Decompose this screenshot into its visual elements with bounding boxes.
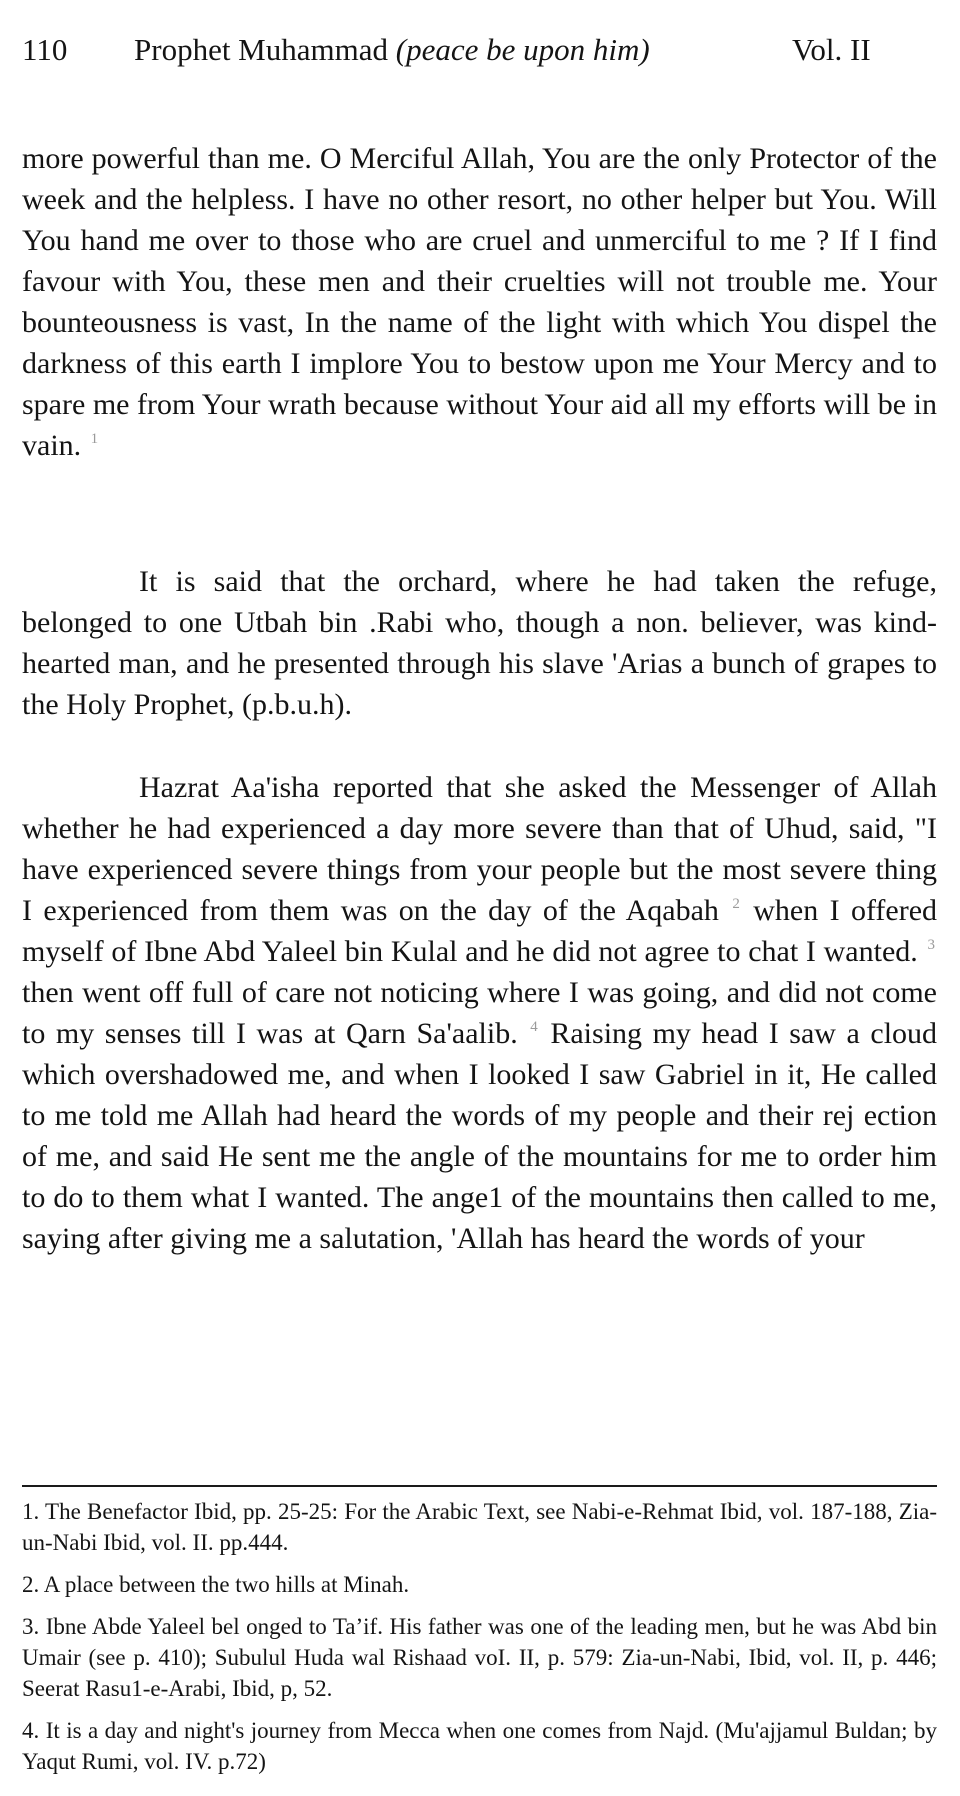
paragraph-2: It is said that the orchard, where he had taken the refuge, belonged to one Utbah bin .Rabi who, though a non. believer, was kind-hearted man, and he presented through his slave 'Arias a bunch of grapes to the Holy Prophet, (p.b.u.h). xyxy=(22,565,937,721)
footnote-ref-2[interactable]: 2 xyxy=(732,896,740,912)
paragraph-3-seg-1: Hazrat Aa'isha reported that she asked the Messenger of Allah whether he had experienced a day more severe than that of Uhud, said, "I have experienced severe things from your people but the most severe thing I experienced from them was on the day of the Aqabah xyxy=(22,771,937,927)
paragraph-3-seg-4: Raising my head I saw a cloud which overshadowed me, and when I looked I saw Gabriel in it, He called to me told me Allah had heard the words of my people and their rej ection of me, and said He sent me the angle of the mountains for me to order him to do to them what I wanted. The ange1 of the mountains then called to me, saying after giving me a salutation, 'Allah has heard the words of your xyxy=(22,1017,938,1255)
footnotes-section xyxy=(22,1496,937,1788)
footnote-1: 1. The Benefactor Ibid, pp. 25-25: For the Arabic Text, see Nabi-e-Rehmat Ibid, vol. 187-188, Zia-un-Nabi Ibid, vol. II. pp.444. xyxy=(22,1499,937,1555)
page-header xyxy=(22,28,937,72)
footnote-ref-4[interactable]: 4 xyxy=(530,1019,538,1035)
footnote-ref-3[interactable]: 3 xyxy=(927,937,936,953)
paragraph-1-text: more powerful than me. O Merciful Allah, You are the only Protector of the week and the helpless. I have no other resort, no other helper but You. Will You hand me over to those who are cruel and unmerciful to me ? If I find favour with You, these men and their cruelties will not trouble me. Your bounteousness is vast, In the name of the light with which You dispel the darkness of this earth I implore You to bestow upon me Your Mercy and to spare me from Your wrath because without Your aid all my efforts will be in vain. xyxy=(22,142,937,462)
footnote-divider xyxy=(22,1485,937,1487)
footnote-3: 3. Ibne Abde Yaleel bel onged to Ta’if. His father was one of the leading men, but he was Abd bin Umair (see p. 410); Subulul Huda wal Rishaad voI. II, p. 579: Zia-un-Nabi, Ibid, vol. II, p. 446; Seerat Rasu1-e-Arabi, Ibid, p, 52. xyxy=(22,1614,937,1701)
paragraph-3-seg-3: then went off full of care not noticing where I was going, and did not come to my senses till I was at Qarn Sa'aalib. xyxy=(22,976,937,1050)
paragraph-3 xyxy=(22,767,937,1259)
paragraph-1 xyxy=(22,138,937,466)
running-title xyxy=(134,28,650,72)
footnote-4: 4. It is a day and night's journey from Mecca when one comes from Najd. (Mu'ajjamul Buldan; by Yaqut Rumi, vol. IV. p.72) xyxy=(22,1718,937,1774)
footnote-ref-1[interactable]: 1 xyxy=(90,431,99,447)
running-title-main: Prophet Muhammad xyxy=(134,32,396,67)
page-number: 110 xyxy=(22,32,68,67)
running-title-italic: (peace be upon him) xyxy=(395,32,650,67)
volume-label: Vol. II xyxy=(792,32,871,67)
footnote-2: 2. A place between the two hills at Minah. xyxy=(22,1572,410,1597)
paragraph-3-seg-2: when I offered myself of Ibne Abd Yaleel bin Kulal and he did not agree to chat I wanted. xyxy=(22,894,938,968)
